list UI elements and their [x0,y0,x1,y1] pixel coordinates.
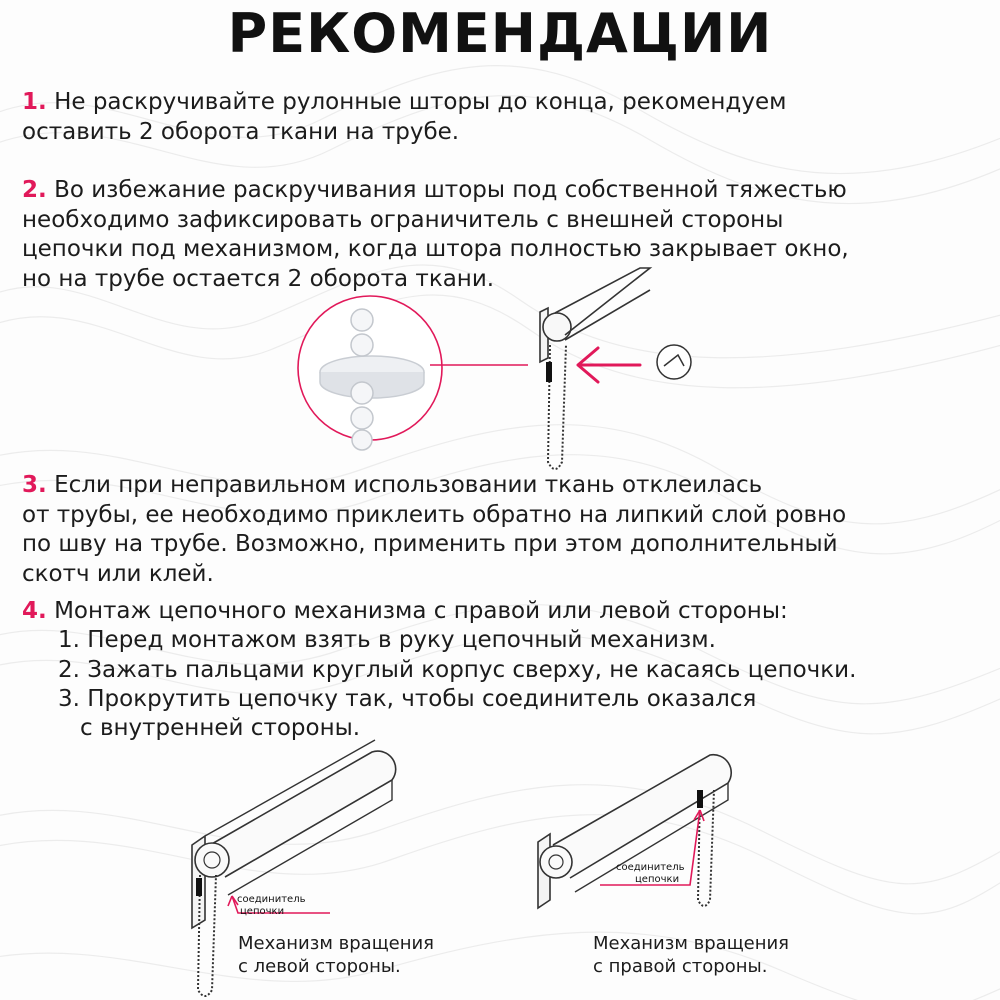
item-number: 4. [22,598,47,624]
item-text-line: Если при неправильном использовании ткань отклеилась [54,472,763,498]
right-caption-line-2: с правой стороны. [593,956,768,977]
page-title: РЕКОМЕНДАЦИИ [227,2,773,65]
item-text-line: по шву на трубе. Возможно, применить при этом дополнительный [22,531,838,557]
item-text-line: необходимо зафиксировать ограничитель с внешней стороны [22,206,784,233]
step-3: 3. Прокрутить цепочку так, чтобы соединитель оказался [58,686,757,712]
right-caption-line-1: Механизм вращения [593,933,790,954]
item-number: 2. [22,177,47,203]
left-caption-line-1: Механизм вращения [238,933,435,954]
item-text-line: Во избежание раскручивания шторы под собственной тяжестью [54,177,847,203]
item-number: 3. [22,472,47,498]
step-1: 1. Перед монтажом взять в руку цепочный механизм. [58,627,716,653]
item-text-line: от трубы, ее необходимо приклеить обратно на липкий слой ровно [22,501,847,528]
chain-connector [697,790,703,808]
left-connector-label-2: цепочки [240,906,285,917]
left-caption-line-2: с левой стороны. [238,956,401,977]
item-text-line: цепочки под механизмом, когда штора полностью закрывает окно, [22,236,849,262]
right-connector-label-2: цепочки [635,874,680,885]
end-cap [540,846,572,878]
right-connector-label-1: соединитель [616,862,685,873]
item-heading: Монтаж цепочного механизма с правой или левой стороны: [54,598,788,624]
item-text-line: скотч или клей. [22,560,214,587]
tube-body [553,755,731,878]
left-connector-label-1: соединитель [237,894,306,905]
item-number: 1. [22,89,47,115]
step-2: 2. Зажать пальцами круглый корпус сверху, не касаясь цепочки. [58,657,857,683]
item-text-line: оставить 2 оборота ткани на трубе. [22,118,460,145]
step-3-continuation: с внутренней стороны. [80,715,361,741]
item-text-line: Не раскручивайте рулонные шторы до конца, рекомендуем [54,89,787,115]
item-text-line: но на трубе остается 2 оборота ткани. [22,265,495,292]
